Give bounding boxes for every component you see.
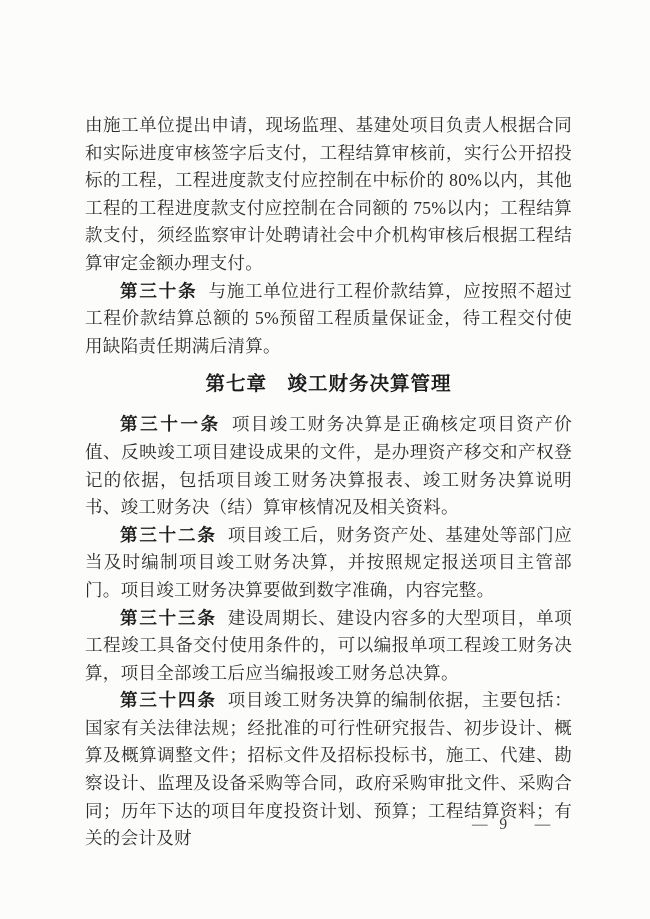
- article-33-number: 第三十三条: [120, 607, 217, 628]
- article-30-number: 第三十条: [120, 280, 198, 301]
- article-34-text: 项目竣工财务决算的编制依据，主要包括：国家有关法律法规；经批准的可行性研究报告、初步设计、概算及概算调整文件；招标文件及招标投标书，施工、代建、勘察设计、监理及设备采购等合同，政府采购审批文件、采购合同；历年下达的项目年度投资计划、预算；工程结算资料；有关的会计及财: [85, 690, 573, 849]
- article-32-number: 第三十二条: [120, 524, 217, 545]
- article-31-number: 第三十一条: [120, 414, 221, 435]
- article-30-text: 与施工单位进行工程价款结算，应按照不超过工程价款结算总额的 5%预留工程质量保证金，待工程交付使用缺陷责任期满后清算。: [85, 280, 573, 356]
- chapter-heading: 第七章 竣工财务决算管理: [205, 373, 452, 396]
- paragraph-article-33: [85, 605, 572, 688]
- paragraph-article-30: [85, 278, 572, 361]
- article-31-text: 项目竣工财务决算是正确核定项目资产价值、反映竣工项目建设成果的文件，是办理资产移交和产权登记的依据，包括项目竣工财务决算报表、竣工财务决算说明书、竣工财务决（结）算审核情况及相关资料。: [85, 414, 573, 518]
- article-34-number: 第三十四条: [120, 690, 217, 711]
- paragraph-article-32: [85, 522, 572, 605]
- paragraph-continuation: 由施工单位提出申请，现场监理、基建处项目负责人根据合同和实际进度审核签字后支付，工程结算审核前，实行公开招投标的工程，工程进度款支付应控制在中标价的 80%以内，其他工程的工程进度款支付应控制在合同额的 75%以内；工程结算款支付，须经监察审计处聘请社会中介机构审核后根据工程结算审定金额办理支付。: [85, 115, 572, 273]
- article-32-text: 项目竣工后，财务资产处、基建处等部门应当及时编制项目竣工财务决算，并按照规定报送项目主管部门。项目竣工财务决算要做到数字准确，内容完整。: [85, 524, 573, 600]
- paragraph-article-31: [85, 411, 572, 521]
- document-body: [85, 112, 572, 853]
- article-33-text: 建设周期长、建设内容多的大型项目，单项工程竣工具备交付使用条件的，可以编报单项工程竣工财务决算，项目全部竣工后应当编报竣工财务总决算。: [85, 607, 573, 683]
- page-number: — 9 —: [472, 816, 555, 833]
